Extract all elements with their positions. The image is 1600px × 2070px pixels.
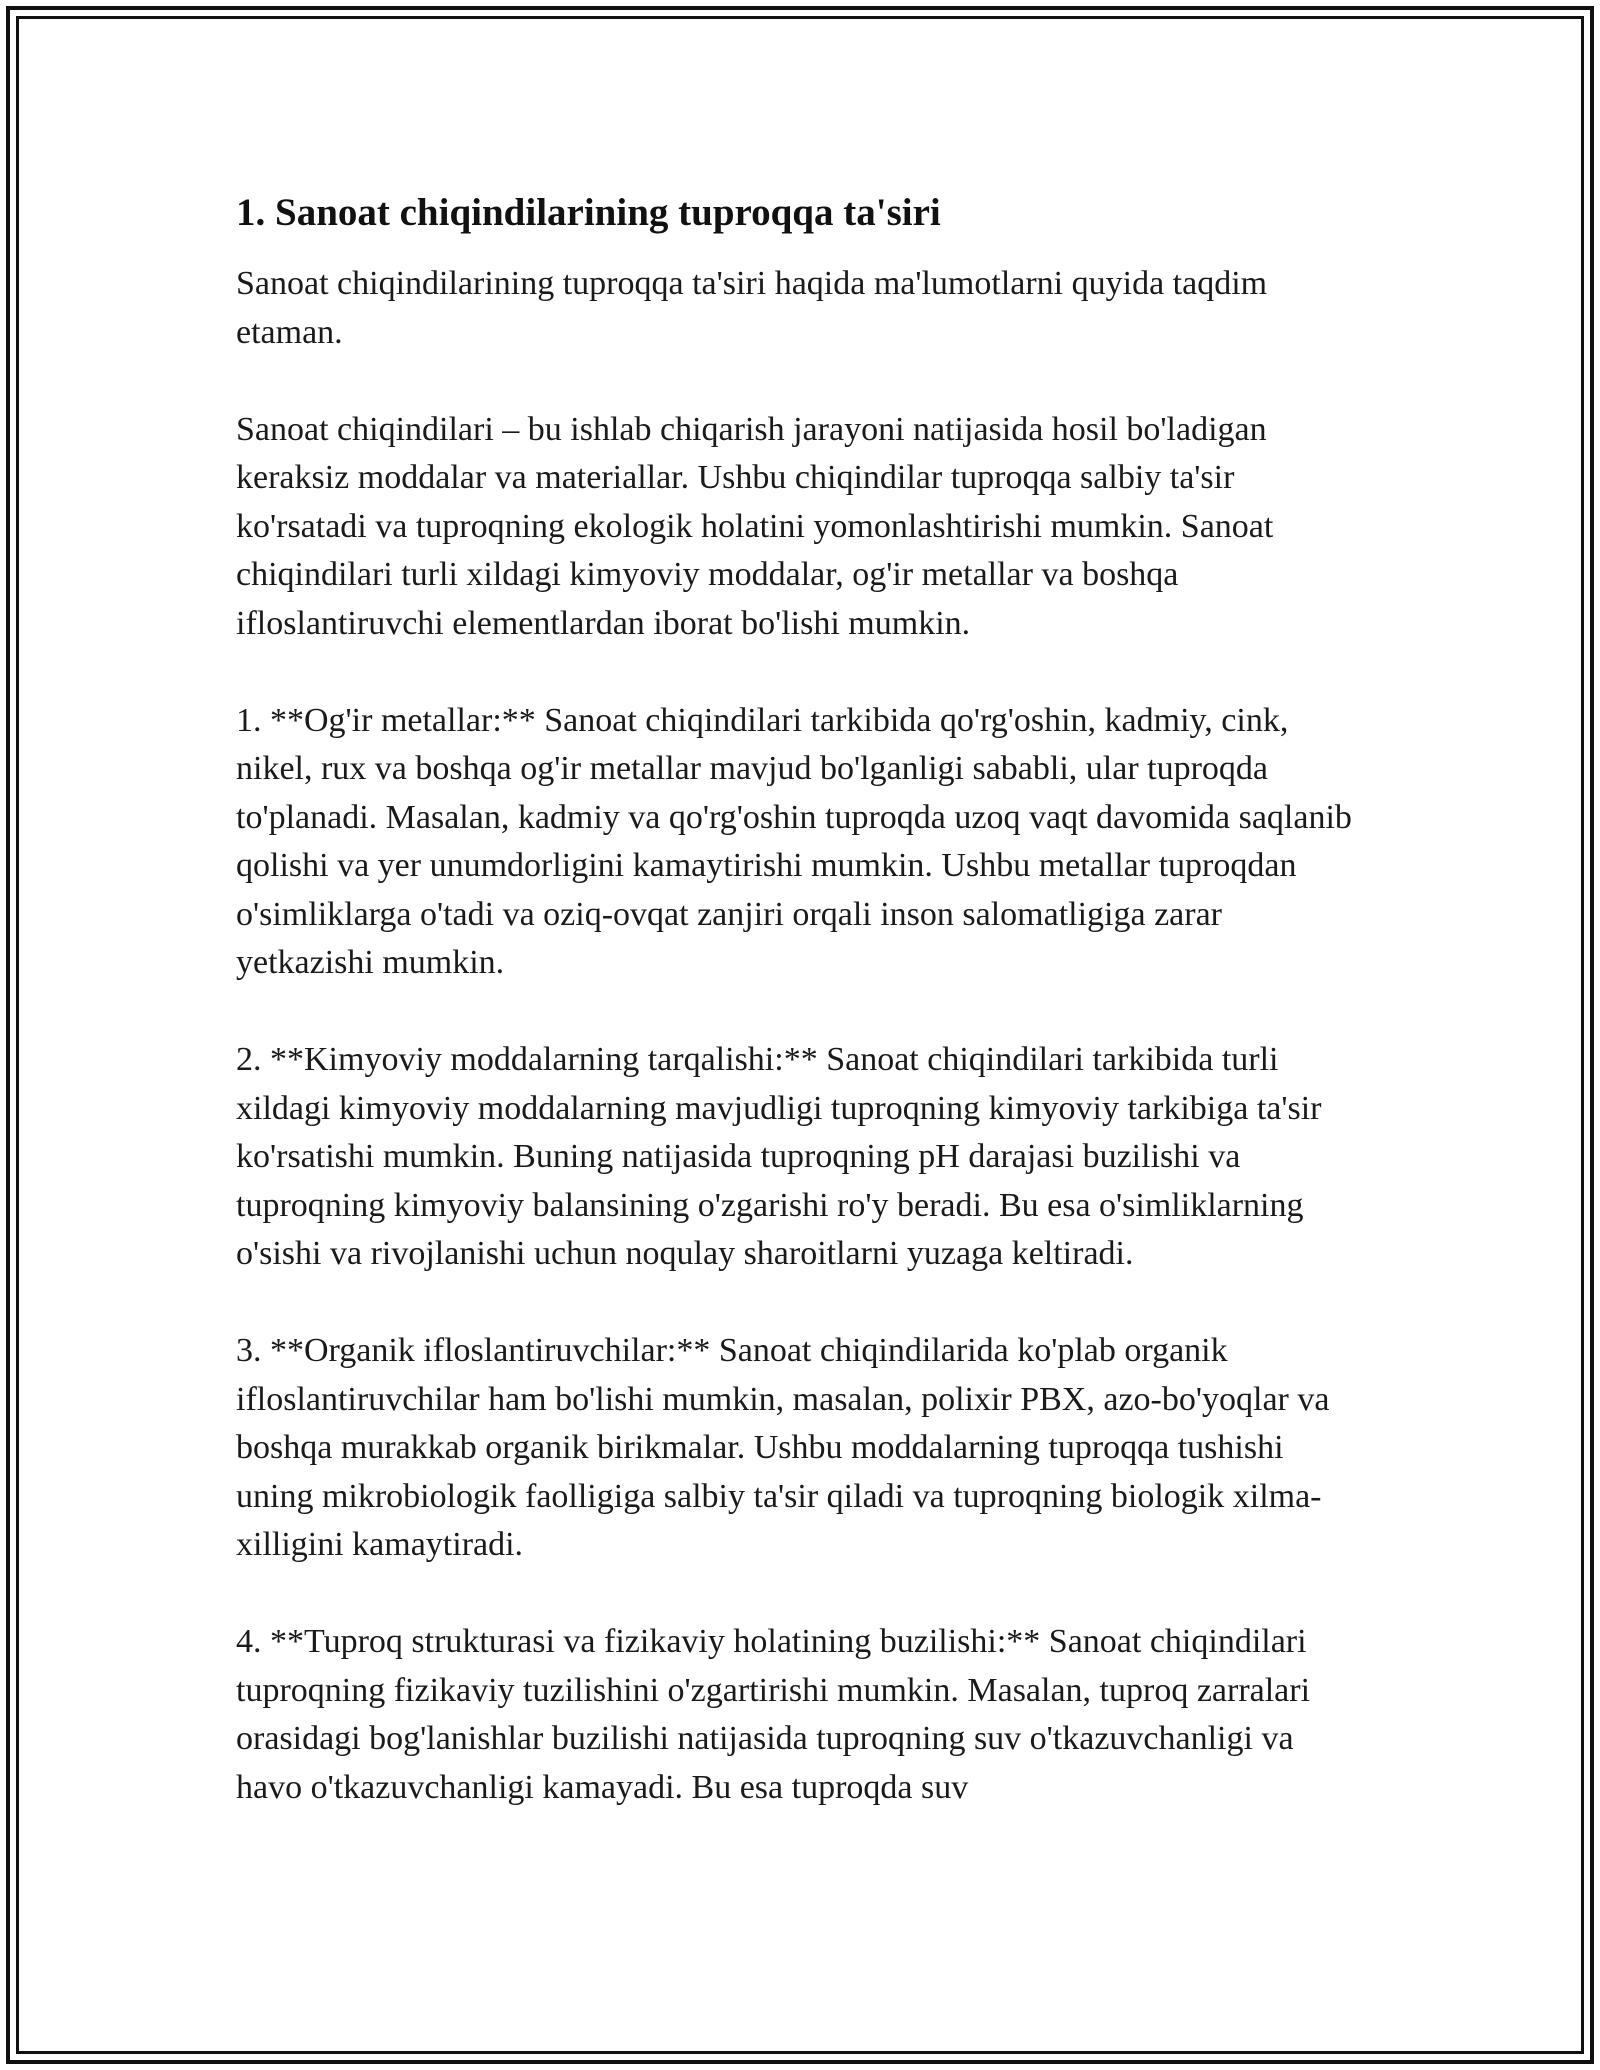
paragraph-definition: Sanoat chiqindilari – bu ishlab chiqarish jarayoni natijasida hosil bo'ladigan keraksiz moddalar va materiallar. Ushbu chiqindilar tuproqqa salbiy ta'sir ko'rsatadi va tuproqning ekologik holatini yomonlashtirishi mumkin. Sanoat chiqindilari turli xildagi kimyoviy moddalar, og'ir metallar va boshqa ifloslantiruvchi elementlardan iborat bo'lishi mumkin. <box>236 410 1274 642</box>
document-body <box>236 188 1366 1861</box>
paragraph-soil-structure: 4. **Tuproq strukturasi va fizikaviy holatining buzilishi:** Sanoat chiqindilari tuproqning fizikaviy tuzilishini o'zgartirishi mumkin. Masalan, tuproq zarralari orasidagi bog'lanishlar buzilishi natijasida tuproqning suv o'tkazuvchanligi va havo o'tkazuvchanligi kamayadi. Bu esa tuproqda suv <box>236 1623 1311 1806</box>
paragraph-chemicals: 2. **Kimyoviy moddalarning tarqalishi:** Sanoat chiqindilari tarkibida turli xildagi kimyoviy moddalarning mavjudligi tuproqning kimyoviy tarkibiga ta'sir ko'rsatishi mumkin. Buning natijasida tuproqning pH darajasi buzilishi va tuproqning kimyoviy balansining o'zgarishi ro'y beradi. Bu esa o'simliklarning o'sishi va rivojlanishi uchun noqulay sharoitlarni yuzaga keltiradi. <box>236 1041 1322 1272</box>
document-title: 1. Sanoat chiqindilarining tuproqqa ta'siri <box>236 191 941 234</box>
paragraph-organic-pollutants: 3. **Organik ifloslantiruvchilar:** Sanoat chiqindilarida ko'plab organik ifloslantiruvchilar ham bo'lishi mumkin, masalan, polixir PBX, azo-bo'yoqlar va boshqa murakkab organik birikmalar. Ushbu moddalarning tuproqqa tushishi uning mikrobiologik faolligiga salbiy ta'sir qiladi va tuproqning biologik xilma-xilligini kamaytiradi. <box>236 1332 1330 1563</box>
paragraph-intro: Sanoat chiqindilarining tuproqqa ta'siri haqida ma'lumotlarni quyida taqdim etaman. <box>236 265 1268 351</box>
paragraph-heavy-metals: 1. **Og'ir metallar:** Sanoat chiqindilari tarkibida qo'rg'oshin, kadmiy, cink, nikel, rux va boshqa og'ir metallar mavjud bo'lganligi sababli, ular tuproqda to'planadi. Masalan, kadmiy va qo'rg'oshin tuproqda uzoq vaqt davomida saqlanib qolishi va yer unumdorligini kamaytirishi mumkin. Ushbu metallar tuproqdan o'simliklarga o'tadi va oziq-ovqat zanjiri orqali inson salomatligiga zarar yetkazishi mumkin. <box>236 701 1352 981</box>
